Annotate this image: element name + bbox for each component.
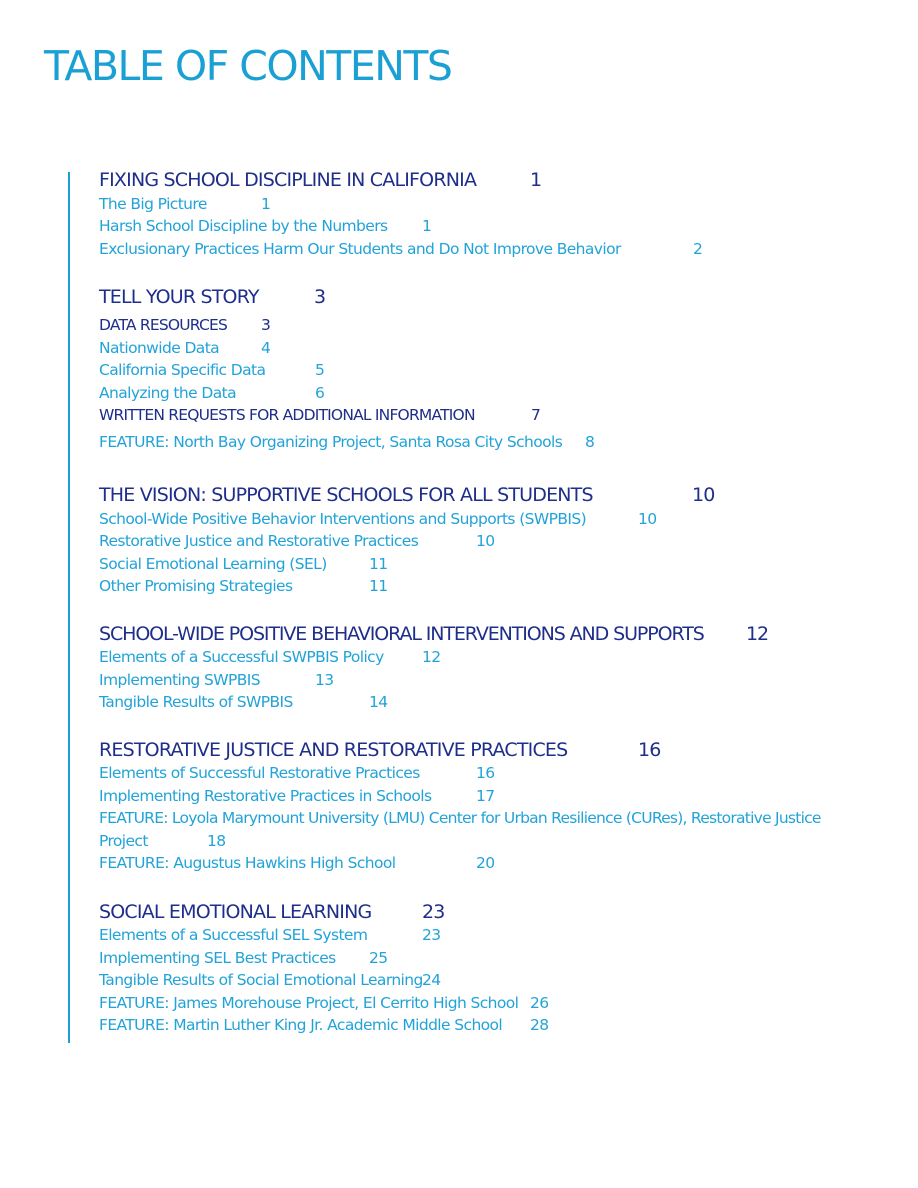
toc-item[interactable] [99, 971, 441, 989]
toc-item-page: 3 [261, 316, 271, 334]
toc-item[interactable] [99, 555, 388, 573]
toc-item-label: FEATURE: James Morehouse Project, El Cerrito High School [99, 994, 519, 1012]
toc-item-page: 10 [638, 510, 657, 528]
section-title: SCHOOL-WIDE POSITIVE BEHAVIORAL INTERVENTIONS AND SUPPORTS [99, 623, 704, 645]
toc-item-page: 20 [476, 854, 495, 872]
section-heading[interactable] [99, 286, 326, 308]
toc-item-page: 14 [369, 693, 388, 711]
toc-item-label: Elements of a Successful SEL System [99, 926, 368, 944]
toc-item[interactable] [99, 510, 657, 528]
toc-item-label: WRITTEN REQUESTS FOR ADDITIONAL INFORMATION [99, 406, 475, 424]
section-title: TELL YOUR STORY [99, 286, 259, 308]
toc-item[interactable] [99, 1016, 549, 1034]
toc-item-page: 4 [261, 339, 271, 357]
toc-item-label: Project [99, 832, 148, 850]
toc-item[interactable] [99, 671, 334, 689]
section-page: 1 [530, 169, 542, 191]
toc-item[interactable] [99, 316, 271, 334]
section-title: FIXING SCHOOL DISCIPLINE IN CALIFORNIA [99, 169, 477, 191]
toc-item-page: 11 [369, 555, 388, 573]
toc-item[interactable] [99, 994, 549, 1012]
toc-item-page: 7 [531, 406, 541, 424]
section-page: 16 [638, 739, 661, 761]
section-title: SOCIAL EMOTIONAL LEARNING [99, 901, 372, 923]
toc-item-label: FEATURE: Martin Luther King Jr. Academic Middle School [99, 1016, 503, 1034]
toc-item[interactable] [99, 811, 821, 827]
toc-item-page: 10 [476, 532, 495, 550]
toc-item-label: Nationwide Data [99, 339, 220, 357]
toc-item-page: 23 [422, 926, 441, 944]
section-title: RESTORATIVE JUSTICE AND RESTORATIVE PRACTICES [99, 739, 568, 761]
toc-item-label: School-Wide Positive Behavior Interventions and Supports (SWPBIS) [99, 510, 587, 528]
toc-item-label: Exclusionary Practices Harm Our Students and Do Not Improve Behavior [99, 240, 621, 258]
toc-item-page: 13 [315, 671, 334, 689]
toc-item-label: California Specific Data [99, 361, 266, 379]
toc-item-label: Other Promising Strategies [99, 577, 293, 595]
toc-item-label: DATA RESOURCES [99, 316, 228, 334]
toc-item-label: Tangible Results of SWPBIS [99, 693, 293, 711]
toc-item-page: 16 [476, 764, 495, 782]
toc-item[interactable] [99, 832, 226, 850]
toc-item-label: Elements of Successful Restorative Practices [99, 764, 420, 782]
toc-item[interactable] [99, 854, 495, 872]
vertical-rule [68, 172, 70, 1043]
section-heading[interactable] [99, 901, 445, 923]
toc-item-page: 18 [207, 832, 226, 850]
toc-item-page: 12 [422, 648, 441, 666]
section-heading[interactable] [99, 484, 715, 506]
toc-item[interactable] [99, 532, 495, 550]
toc-item[interactable] [99, 195, 271, 213]
toc-item-label: Analyzing the Data [99, 384, 237, 402]
toc-item-page: 17 [476, 787, 495, 805]
toc-item-page: 1 [261, 195, 271, 213]
toc-item[interactable] [99, 339, 271, 357]
section-page: 12 [746, 623, 768, 645]
section-heading[interactable] [99, 623, 768, 645]
toc-item-page: 25 [369, 949, 388, 967]
toc-item-page: 8 [585, 433, 595, 451]
toc-item-label: Elements of a Successful SWPBIS Policy [99, 648, 384, 666]
toc-item[interactable] [99, 577, 388, 595]
toc-item[interactable] [99, 787, 495, 805]
toc-item[interactable] [99, 406, 541, 424]
toc-item-page: 24 [422, 971, 441, 989]
section-page: 10 [692, 484, 715, 506]
toc-item[interactable] [99, 240, 703, 258]
toc-item[interactable] [99, 949, 388, 967]
toc-item-label: Harsh School Discipline by the Numbers [99, 217, 388, 235]
toc-item-page: 11 [369, 577, 388, 595]
toc-item-page: 26 [530, 994, 549, 1012]
page-title: TABLE OF CONTENTS [44, 42, 452, 90]
toc-item-label: The Big Picture [99, 195, 207, 213]
section-heading[interactable] [99, 169, 542, 191]
toc-item[interactable] [99, 217, 432, 235]
toc-item-label: FEATURE: North Bay Organizing Project, Santa Rosa City Schools [99, 433, 563, 451]
section-heading[interactable] [99, 739, 661, 761]
section-page: 3 [314, 286, 326, 308]
toc-item-label: Implementing Restorative Practices in Schools [99, 787, 432, 805]
toc-item[interactable] [99, 433, 595, 451]
toc-item-page: 6 [315, 384, 325, 402]
toc-item-label: FEATURE: Augustus Hawkins High School [99, 854, 396, 872]
toc-item-page: 2 [693, 240, 703, 258]
toc-item[interactable] [99, 764, 495, 782]
toc-item-page: 1 [422, 217, 432, 235]
toc-item-label: Tangible Results of Social Emotional Learning [99, 971, 423, 989]
toc-item-label: Implementing SEL Best Practices [99, 949, 336, 967]
section-page: 23 [422, 901, 445, 923]
toc-item-label: Implementing SWPBIS [99, 671, 260, 689]
toc-item[interactable] [99, 648, 441, 666]
section-title: THE VISION: SUPPORTIVE SCHOOLS FOR ALL STUDENTS [99, 484, 593, 506]
toc-item-page: 5 [315, 361, 325, 379]
toc-item[interactable] [99, 384, 325, 402]
toc-item[interactable] [99, 926, 441, 944]
toc-item-page: 28 [530, 1016, 549, 1034]
toc-item-label: FEATURE: Loyola Marymount University (LMU) Center for Urban Resilience (CURes), Restorative Justice [99, 809, 821, 827]
toc-item[interactable] [99, 693, 388, 711]
toc-item[interactable] [99, 361, 325, 379]
toc-item-label: Social Emotional Learning (SEL) [99, 555, 327, 573]
toc-item-label: Restorative Justice and Restorative Practices [99, 532, 419, 550]
